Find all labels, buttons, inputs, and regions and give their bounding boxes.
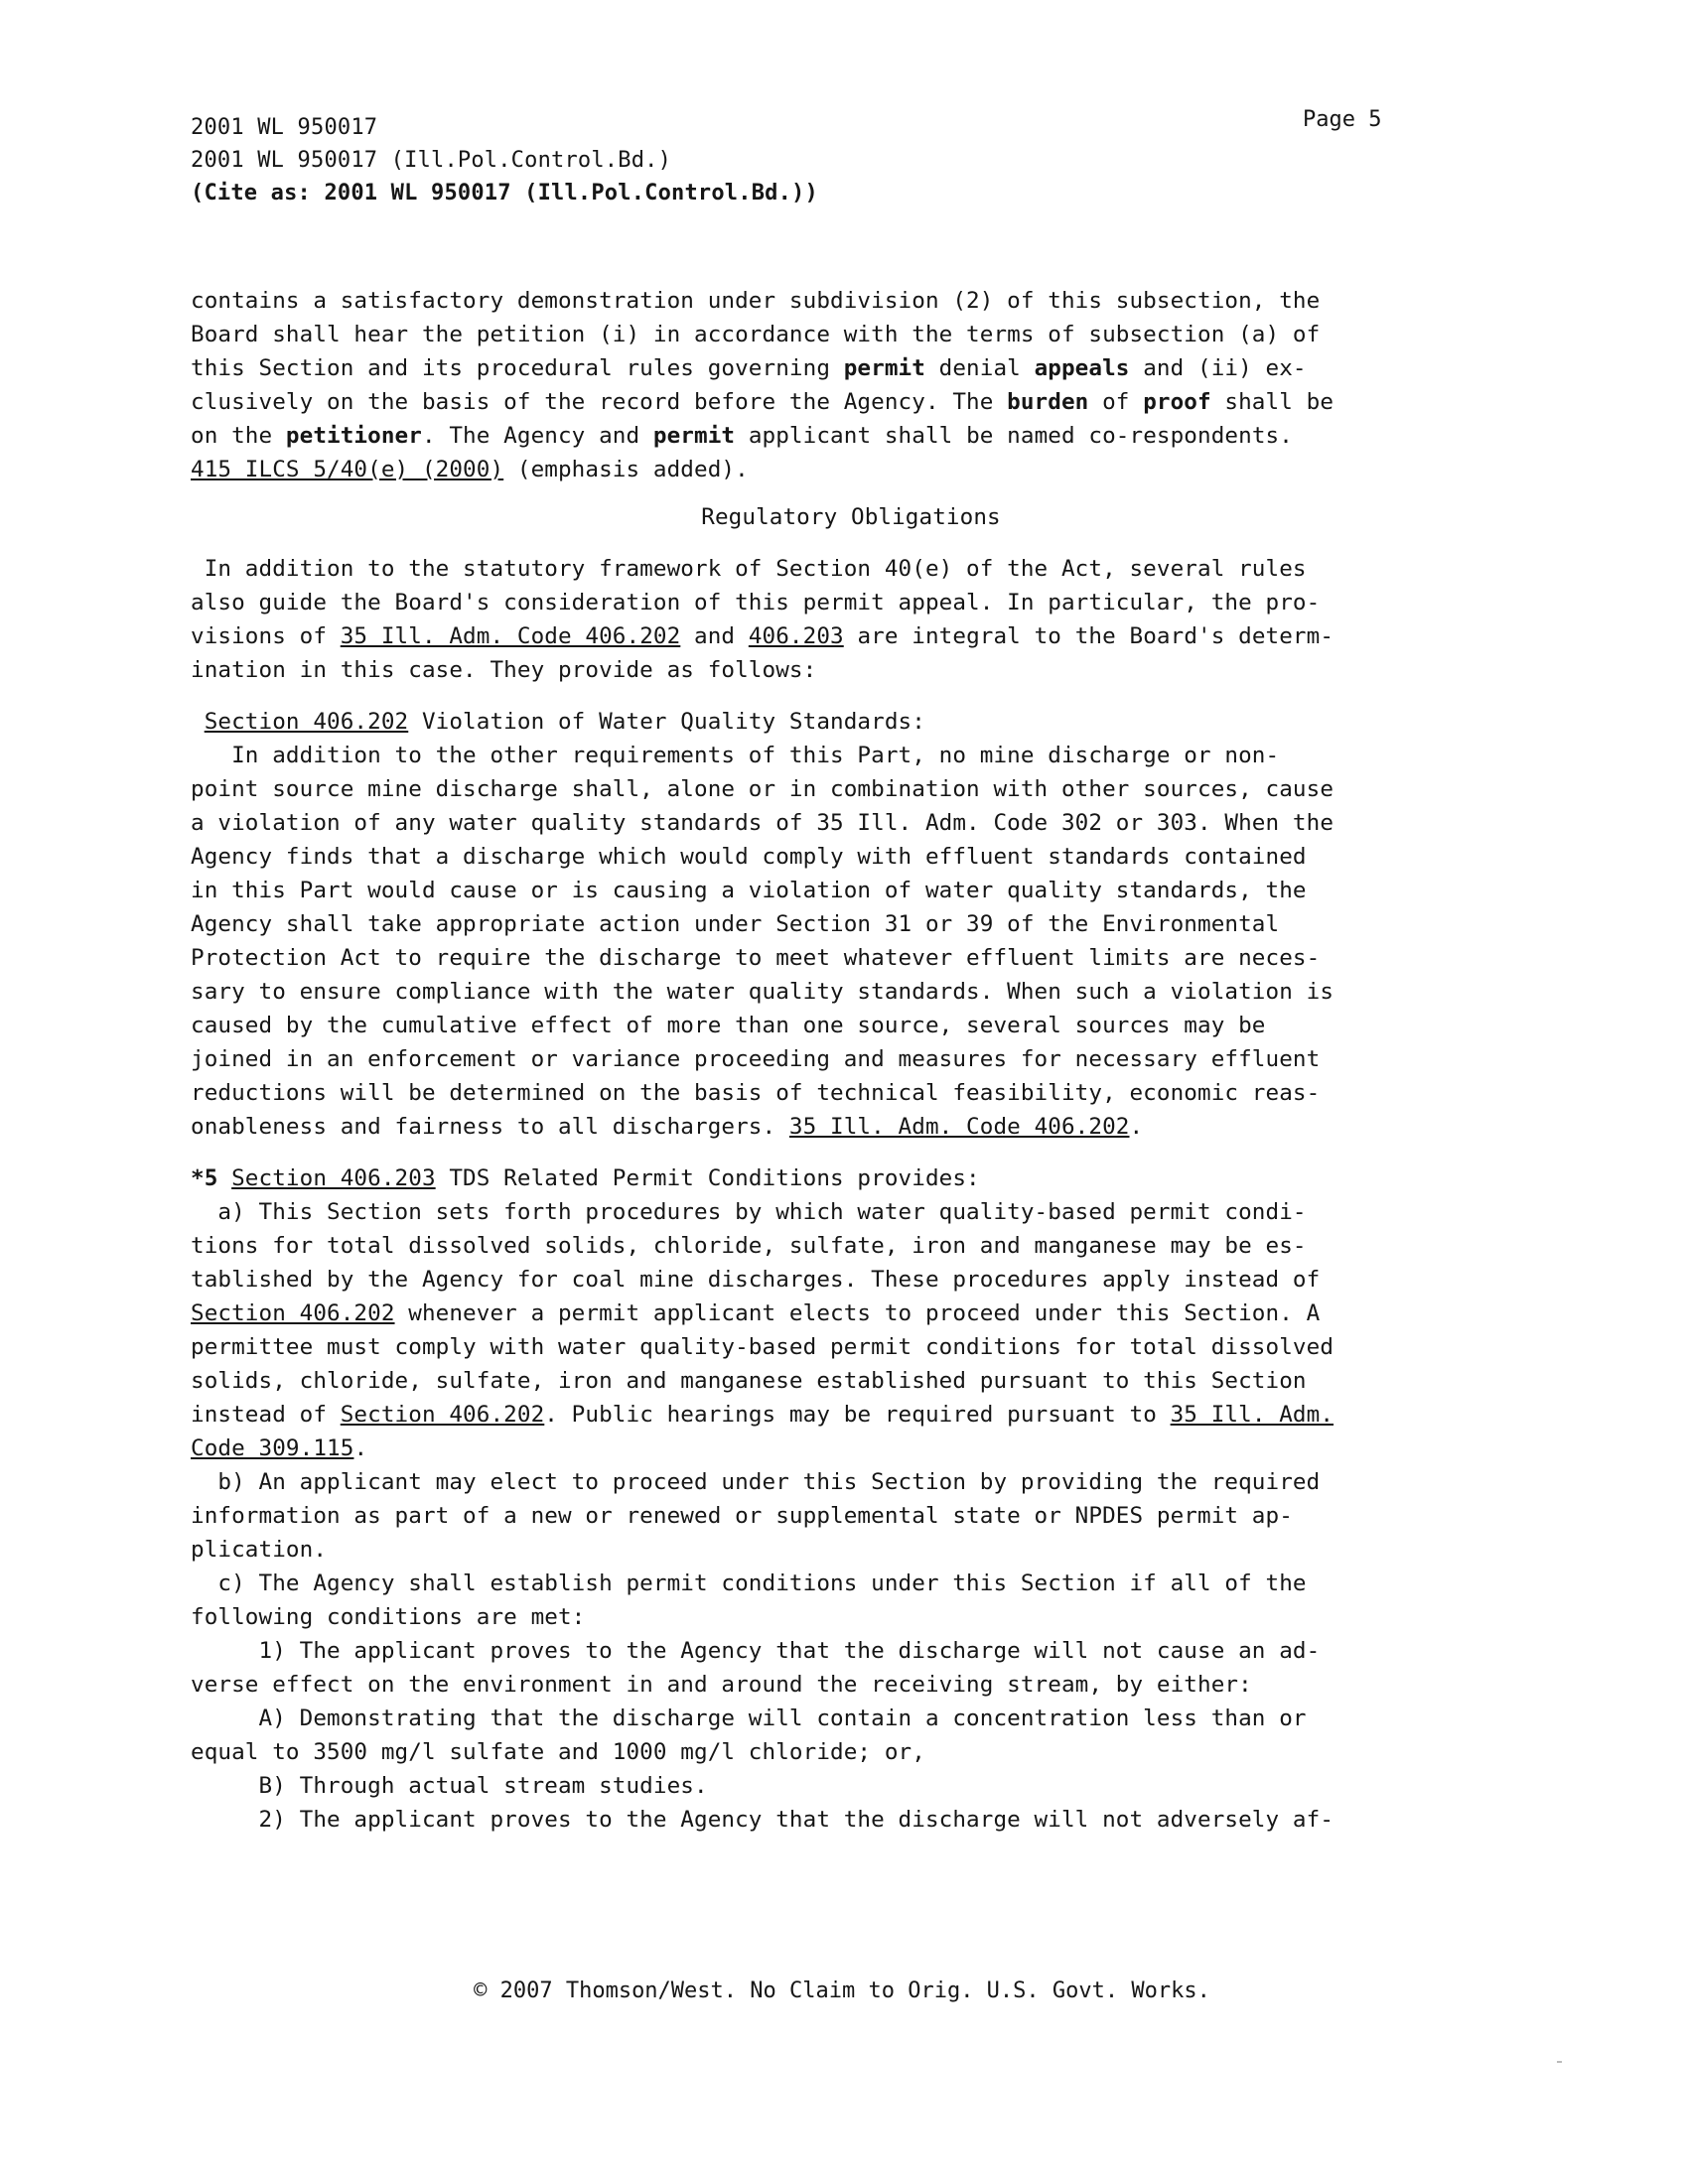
citation-link-415-ilcs[interactable]: 415 ILCS 5/40(e) (2000): [191, 457, 504, 482]
text-line: Section 406.202 Violation of Water Quality Standards:: [204, 709, 925, 735]
cite-as-line: (Cite as: 2001 WL 950017 (Ill.Pol.Control.Bd.)): [191, 181, 818, 205]
text-line: Agency shall take appropriate action under Section 31 or 39 of the Environmental: [191, 911, 1280, 937]
text-line: *5 Section 406.203 TDS Related Permit Conditions provides:: [191, 1165, 980, 1191]
text-line: information as part of a new or renewed or supplemental state or NPDES permit ap-: [191, 1503, 1293, 1529]
document-body: [191, 284, 1511, 1837]
emphasis-petitioner: petitioner: [285, 423, 422, 449]
text-line: reductions will be determined on the basis of technical feasibility, economic reas-: [191, 1080, 1321, 1106]
section-406-203-block: [191, 1161, 1511, 1837]
section-406-202-block: [191, 705, 1511, 1144]
text-line: a violation of any water quality standards of 35 Ill. Adm. Code 302 or 303. When the: [191, 810, 1334, 836]
text-line: Agency finds that a discharge which would comply with effluent standards contained: [191, 844, 1307, 870]
citation-link-309-115[interactable]: Code 309.115: [191, 1435, 354, 1461]
star-page-marker: *5: [191, 1165, 232, 1191]
text-line: Code 309.115.: [191, 1435, 368, 1461]
text-line: onableness and fairness to all dischargers. 35 Ill. Adm. Code 406.202.: [191, 1114, 1144, 1140]
text-line: also guide the Board's consideration of this permit appeal. In particular, the pro-: [191, 590, 1321, 615]
citation-link-406-202[interactable]: 35 Ill. Adm. Code 406.202: [788, 1114, 1130, 1140]
emphasis-permit: permit: [843, 355, 925, 381]
text-line: following conditions are met:: [191, 1604, 586, 1630]
emphasis-burden: burden: [1007, 389, 1089, 415]
text-line: sary to ensure compliance with the water quality standards. When such a violation is: [191, 979, 1334, 1005]
text-line: a) This Section sets forth procedures by which water quality-based permit condi-: [191, 1199, 1307, 1225]
emphasis-proof: proof: [1143, 389, 1211, 415]
statute-quote-paragraph: [191, 284, 1511, 486]
citation-link-406-202[interactable]: 35 Ill. Adm. Code 406.202: [340, 623, 681, 649]
text-line: tablished by the Agency for coal mine discharges. These procedures apply instead of: [191, 1267, 1321, 1293]
citation-link-section-406-202[interactable]: Section 406.202: [204, 709, 409, 735]
text-line: 1) The applicant proves to the Agency that the discharge will not cause an ad-: [191, 1638, 1321, 1664]
text-line: plication.: [191, 1537, 328, 1563]
text-line: point source mine discharge shall, alone or in combination with other sources, cause: [191, 776, 1334, 802]
text-line: Board shall hear the petition (i) in accordance with the terms of subsection (a) of: [191, 322, 1321, 347]
page-number: Page 5: [1303, 107, 1382, 132]
text-line: clusively on the basis of the record before the Agency. The burden of proof shall be: [191, 389, 1334, 415]
text-line: B) Through actual stream studies.: [191, 1773, 708, 1799]
text-line: instead of Section 406.202. Public hearings may be required pursuant to 35 Ill. Adm.: [191, 1402, 1334, 1428]
text-line: b) An applicant may elect to proceed under this Section by providing the required: [191, 1469, 1321, 1495]
text-line: tions for total dissolved solids, chloride, sulfate, iron and manganese may be es-: [191, 1233, 1307, 1259]
text-line: In addition to the statutory framework of Section 40(e) of the Act, several rules: [191, 556, 1307, 582]
header-line-2: 2001 WL 950017 (Ill.Pol.Control.Bd.): [191, 148, 672, 173]
text-line: 2) The applicant proves to the Agency that the discharge will not adversely af-: [191, 1807, 1334, 1833]
text-line: A) Demonstrating that the discharge will contain a concentration less than or: [191, 1706, 1307, 1731]
text-line: verse effect on the environment in and around the receiving stream, by either:: [191, 1672, 1252, 1698]
citation-link-section-406-203[interactable]: Section 406.203: [231, 1165, 436, 1191]
text-line: Section 406.202 whenever a permit applicant elects to proceed under this Section. A: [191, 1300, 1321, 1326]
text-line: caused by the cumulative effect of more than one source, several sources may be: [191, 1013, 1266, 1038]
text-line: permittee must comply with water quality-based permit conditions for total dissolved: [191, 1334, 1334, 1360]
citation-header: [191, 111, 818, 209]
text-line: in this Part would cause or is causing a violation of water quality standards, the: [191, 878, 1307, 903]
text-line: visions of 35 Ill. Adm. Code 406.202 and 406.203 are integral to the Board's determ-: [191, 623, 1334, 649]
text-line: Protection Act to require the discharge to meet whatever effluent limits are neces-: [191, 945, 1321, 971]
citation-link-406-203[interactable]: 406.203: [748, 623, 844, 649]
emphasis-permit: permit: [652, 423, 736, 449]
citation-link-309-115[interactable]: 35 Ill. Adm.: [1170, 1402, 1334, 1428]
copyright-footer: © 2007 Thomson/West. No Claim to Orig. U.S. Govt. Works.: [474, 1979, 1210, 2003]
header-line-1: 2001 WL 950017: [191, 115, 378, 140]
section-heading: Regulatory Obligations: [701, 504, 1001, 530]
text-line: contains a satisfactory demonstration under subdivision (2) of this subsection, the: [191, 288, 1321, 314]
scan-speck: [1557, 2061, 1562, 2063]
text-line: ination in this case. They provide as follows:: [191, 657, 817, 683]
regulatory-intro-paragraph: [191, 552, 1511, 687]
text-line: solids, chloride, sulfate, iron and manganese established pursuant to this Section: [191, 1368, 1307, 1394]
text-line: 415 ILCS 5/40(e) (2000) (emphasis added).: [191, 457, 749, 482]
text-line: equal to 3500 mg/l sulfate and 1000 mg/l chloride; or,: [191, 1739, 925, 1765]
text-line: In addition to the other requirements of this Part, no mine discharge or non-: [191, 743, 1280, 768]
emphasis-appeals: appeals: [1034, 355, 1130, 381]
citation-link-section-406-202[interactable]: Section 406.202: [340, 1402, 545, 1428]
text-line: c) The Agency shall establish permit conditions under this Section if all of the: [191, 1570, 1307, 1596]
text-line: on the petitioner. The Agency and permit applicant shall be named co-respondents.: [191, 423, 1293, 449]
text-line: this Section and its procedural rules governing permit denial appeals and (ii) ex-: [191, 355, 1307, 381]
text-line: joined in an enforcement or variance proceeding and measures for necessary effluent: [191, 1046, 1321, 1072]
citation-link-section-406-202[interactable]: Section 406.202: [191, 1300, 395, 1326]
